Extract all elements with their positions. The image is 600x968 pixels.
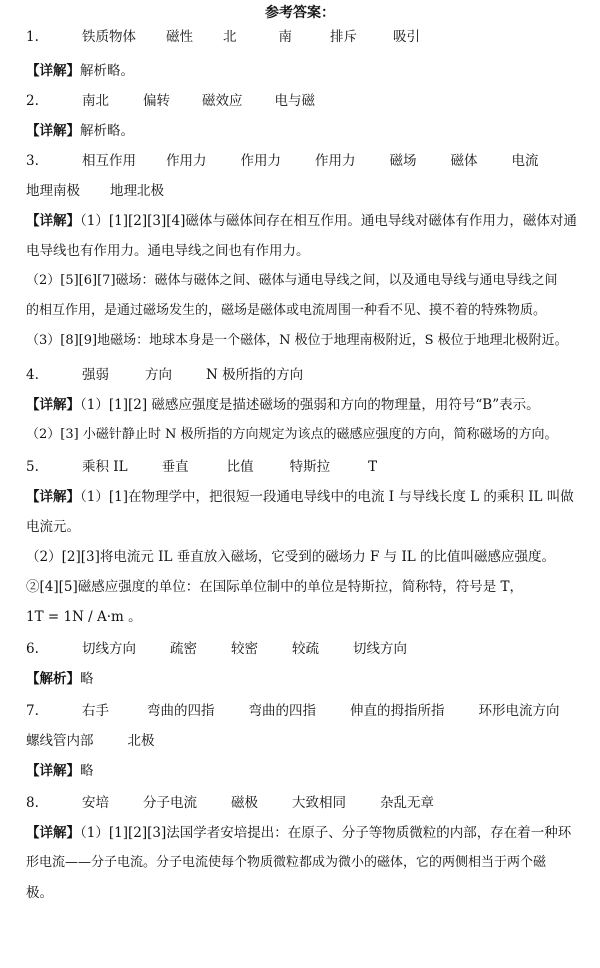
q6-detail — [26, 670, 94, 688]
q1-detail — [26, 62, 134, 80]
q4-detail-text: （1）[1][2] 磁感应强度是描述磁场的强弱和方向的物理量，用符号“B”表示。 — [80, 397, 540, 413]
q8-answer-1: 安培 — [82, 795, 109, 811]
q3-answer-6: 磁体 — [450, 153, 478, 169]
q7-number: 7. — [26, 703, 39, 719]
q7-answer-4: 伸直的拇指所指 — [350, 703, 445, 719]
q6-number: 6. — [26, 641, 39, 657]
q7-detail — [26, 762, 94, 780]
q4-detail-tag: 【详解】 — [26, 397, 80, 413]
q1-answer-4: 南 — [278, 29, 292, 45]
q3-answer-2: 作用力 — [166, 153, 207, 169]
q2-answer-4: 电与磁 — [274, 93, 315, 109]
q8-answer-2: 分子电流 — [143, 795, 197, 811]
q1-answers — [26, 28, 448, 46]
q6-answer-1: 切线方向 — [82, 641, 136, 657]
q3-answer-7: 电流 — [511, 153, 539, 169]
q8-answer-3: 磁极 — [231, 795, 258, 811]
q1-number: 1. — [26, 29, 39, 45]
q6-answer-2: 疏密 — [170, 641, 197, 657]
q1-detail-tag: 【详解】 — [26, 63, 80, 79]
q8-detail-tag: 【详解】 — [26, 825, 80, 841]
q6-answer-4: 较疏 — [292, 641, 319, 657]
q1-answer-6: 吸引 — [393, 29, 420, 45]
q3-answer-4: 作用力 — [315, 153, 356, 169]
q2-answer-2: 偏转 — [143, 93, 170, 109]
q6-detail-tag: 【解析】 — [26, 671, 80, 687]
q3-answer-1: 相互作用 — [82, 153, 136, 169]
q8-answer-4: 大致相同 — [292, 795, 346, 811]
q8-detail-line2: 形电流——分子电流。分子电流使每个物质微粒都成为微小的磁体，它的两侧相当于两个磁 — [26, 855, 547, 870]
q3-answers-line2 — [26, 182, 192, 200]
q5-detail-line5: 1T = 1N / A·m 。 — [26, 609, 142, 625]
q8-detail-text: （1）[1][2][3]法国学者安培提出：在原子、分子等物质微粒的内部，存在着一种环 — [80, 825, 572, 841]
q6-detail-text: 略 — [80, 671, 94, 687]
q2-answers — [26, 92, 343, 110]
q5-detail-text: （1）[1]在物理学中，把很短一段通电导线中的电流 I 与导线长度 L 的乘积 IL 叫做 — [80, 489, 574, 505]
q7-answer-6: 螺线管内部 — [26, 733, 94, 749]
q1-detail-text: 解析略。 — [80, 63, 134, 79]
q7-answer-5: 环形电流方向 — [478, 703, 560, 719]
q2-answer-3: 磁效应 — [202, 93, 243, 109]
q6-answer-5: 切线方向 — [353, 641, 407, 657]
q4-answer-1: 强弱 — [82, 367, 109, 383]
q5-answer-3: 比值 — [226, 459, 254, 475]
page-title: 参考答案： — [265, 5, 335, 21]
q3-number: 3. — [26, 153, 39, 169]
q7-answer-7: 北极 — [127, 733, 155, 749]
q5-detail-line2: 电流元。 — [26, 519, 80, 535]
q4-number: 4. — [26, 367, 39, 383]
q4-answers — [26, 366, 331, 384]
q8-answers — [26, 794, 462, 812]
q5-detail-line1 — [26, 488, 574, 506]
q5-number: 5. — [26, 459, 39, 475]
q2-answer-1: 南北 — [82, 93, 109, 109]
q7-answer-2: 弯曲的四指 — [147, 703, 215, 719]
q3-detail-line5: （3）[8][9]地磁场：地球本身是一个磁体，N 极位于地理南极附近，S 极位于地理北极附近。 — [26, 333, 568, 348]
q3-detail-text: （1）[1][2][3][4]磁体与磁体间存在相互作用。通电导线对磁体有作用力，磁体对通 — [80, 213, 577, 229]
q7-detail-text: 略 — [80, 763, 94, 779]
q6-answers — [26, 640, 435, 658]
q1-answer-5: 排斥 — [330, 29, 357, 45]
q3-detail-line3: （2）[5][6][7]磁场：磁体与磁体之间、磁体与通电导线之间，以及通电导线与通电导线之间 — [26, 273, 558, 288]
q3-detail-line4: 的相互作用，是通过磁场发生的，磁场是磁体或电流周围一种看不见、摸不着的特殊物质。 — [26, 303, 547, 318]
q2-number: 2. — [26, 93, 39, 109]
q3-detail-line2: 电导线也有作用力。通电导线之间也有作用力。 — [26, 243, 310, 259]
q3-answer-3: 作用力 — [240, 153, 281, 169]
q7-answers-line2 — [26, 732, 183, 750]
q2-detail-text: 解析略。 — [80, 123, 134, 139]
q7-answer-3: 弯曲的四指 — [248, 703, 316, 719]
q3-detail-tag: 【详解】 — [26, 213, 80, 229]
q8-detail-line1 — [26, 824, 571, 842]
q5-answer-4: 特斯拉 — [289, 459, 331, 475]
q3-answers-line1 — [26, 152, 567, 170]
q8-number: 8. — [26, 795, 39, 811]
q8-detail-line3: 极。 — [26, 885, 53, 901]
q4-answer-3: N 极所指的方向 — [206, 367, 304, 383]
q5-detail-tag: 【详解】 — [26, 489, 80, 505]
q3-answer-8: 地理南极 — [26, 183, 80, 199]
q5-answer-2: 垂直 — [161, 459, 189, 475]
q7-detail-tag: 【详解】 — [26, 763, 80, 779]
q5-answer-5: T — [368, 459, 378, 475]
q4-detail-line2: （2）[3] 小磁针静止时 N 极所指的方向规定为该点的磁感应强度的方向，简称磁场的方向。 — [26, 427, 558, 442]
q7-answers-line1 — [26, 702, 588, 720]
q3-detail-line1 — [26, 212, 577, 230]
q2-detail-tag: 【详解】 — [26, 123, 80, 139]
q5-detail-line3: （2）[2][3]将电流元 IL 垂直放入磁场，它受到的磁场力 F 与 IL 的比值叫磁感应强度。 — [26, 549, 556, 565]
q2-detail — [26, 122, 134, 140]
q7-answer-1: 右手 — [82, 703, 109, 719]
q3-answer-9: 地理北极 — [110, 183, 164, 199]
q5-answer-1: 乘积 IL — [82, 459, 128, 475]
q6-answer-3: 较密 — [231, 641, 258, 657]
q5-detail-line4: ②[4][5]磁感应强度的单位：在国际单位制中的单位是特斯拉，简称特，符号是 T， — [26, 579, 524, 595]
q5-answers — [26, 458, 405, 476]
q1-answer-2: 磁性 — [166, 29, 193, 45]
q4-detail-line1 — [26, 396, 540, 414]
q1-answer-3: 北 — [223, 29, 237, 45]
q8-answer-5: 杂乱无章 — [380, 795, 434, 811]
q4-answer-2: 方向 — [145, 367, 172, 383]
q3-answer-5: 磁场 — [389, 153, 417, 169]
q1-answer-1: 铁质物体 — [82, 29, 136, 45]
